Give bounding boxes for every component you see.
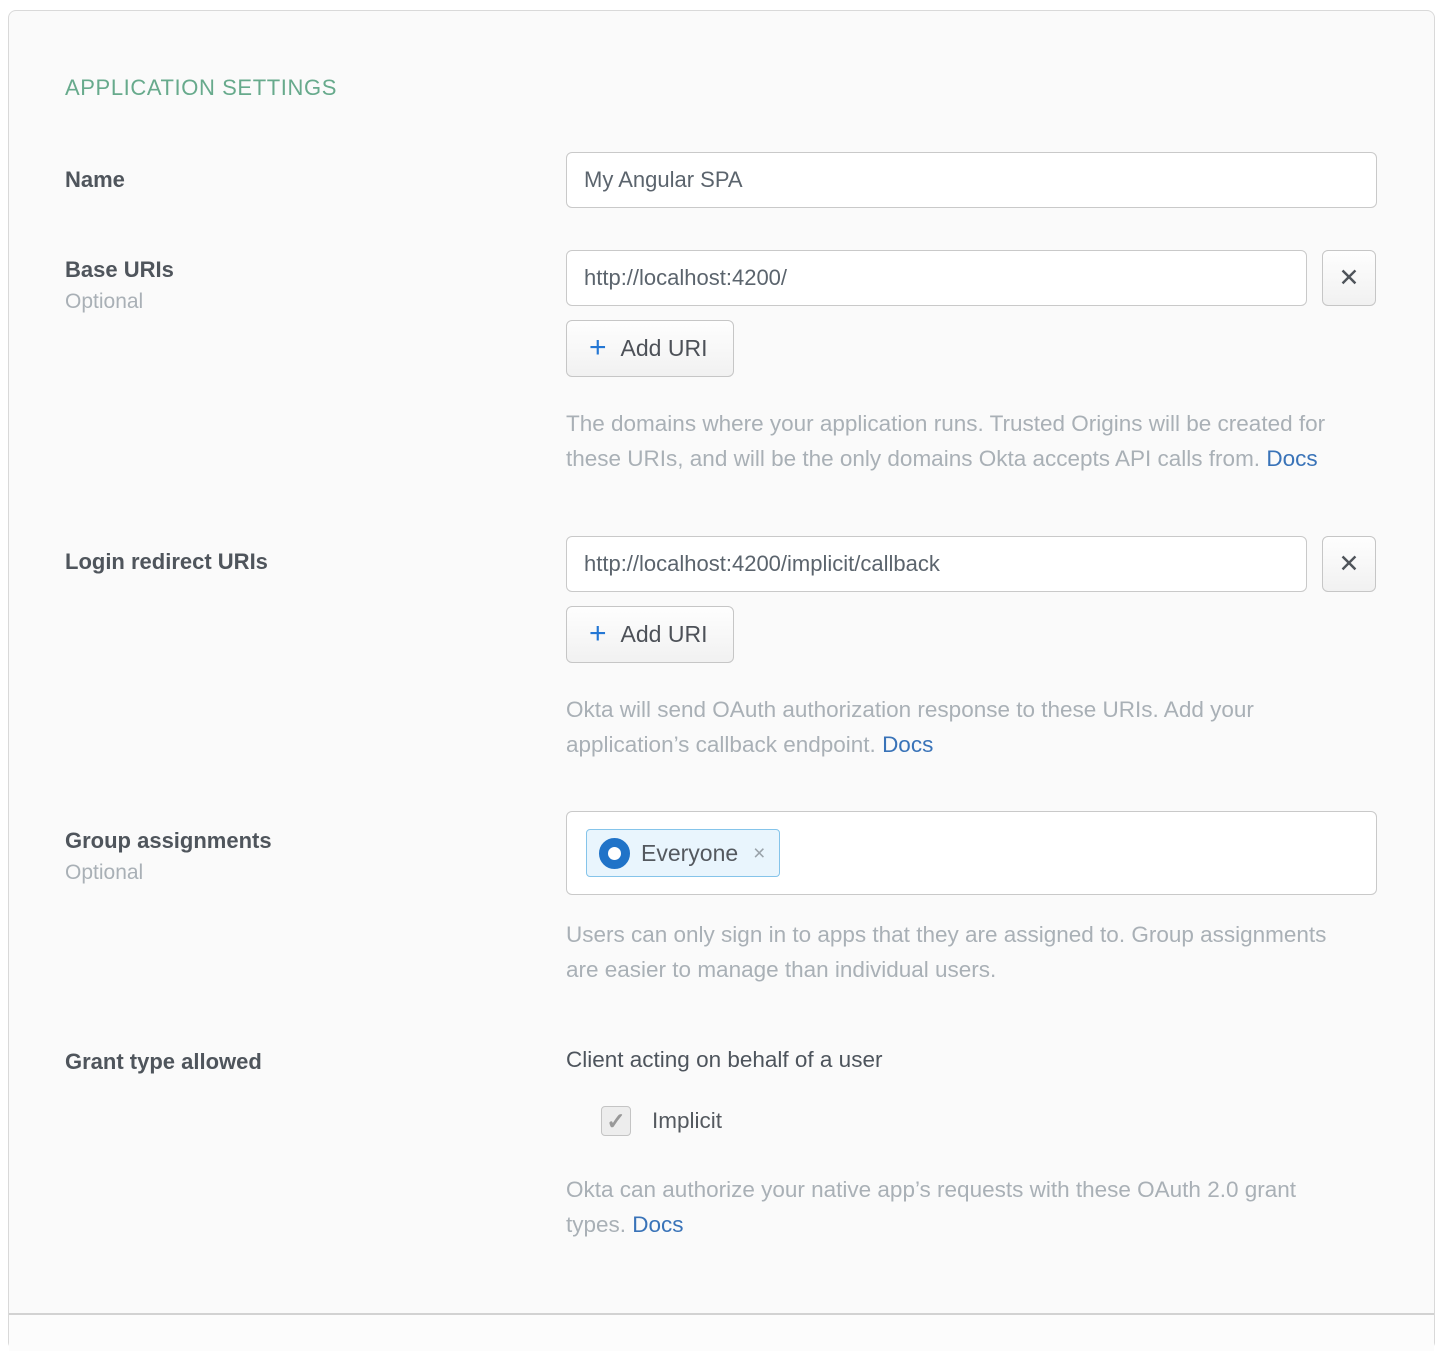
name-label: Name [65,167,125,192]
implicit-checkbox-label: Implicit [652,1108,723,1133]
name-field-row [65,152,1384,208]
application-settings-panel [8,10,1435,1350]
close-icon: ✕ [1338,263,1360,292]
grant-type-help-text: Okta can authorize your native app’s requests with these OAuth 2.0 grant types. Docs [566,1177,1297,1237]
close-icon: ✕ [1338,549,1360,578]
base-uris-label: Base URIs [65,257,174,282]
application-settings-form [65,152,1384,1242]
base-uris-help-text: The domains where your application runs. Trusted Origins will be created for these URIs, and will be the only domains Okta accepts API calls from. Docs [566,411,1326,471]
add-login-redirect-uri-button[interactable] [566,606,734,663]
plus-icon: + [589,330,607,364]
login-redirect-uris-field-row [65,536,1384,762]
login-redirect-uris-docs-link[interactable]: Docs [882,732,934,757]
group-assignments-help-text: Users can only sign in to apps that they are assigned to. Group assignments are easier to manage than individual users. [566,922,1327,982]
base-uris-optional-label: Optional [65,290,144,313]
login-redirect-uris-help-text: Okta will send OAuth authorization response to these URIs. Add your application’s callback endpoint. Docs [566,697,1254,757]
group-ring-icon [599,838,630,869]
login-redirect-uri-input[interactable] [566,536,1307,592]
grant-type-section-heading: Client acting on behalf of a user [566,1047,883,1072]
group-assignments-field-row [65,811,1384,987]
footer-area [9,1315,1434,1351]
remove-base-uri-button[interactable] [1322,250,1376,306]
implicit-checkbox[interactable] [601,1106,631,1136]
login-redirect-uris-label: Login redirect URIs [65,549,268,574]
group-assignments-input[interactable] [566,811,1377,895]
group-chip-label: Everyone [641,839,739,866]
remove-login-redirect-uri-button[interactable] [1322,536,1376,592]
base-uri-input[interactable] [566,250,1307,306]
plus-icon: + [589,616,607,650]
group-chip-everyone[interactable] [586,829,780,877]
grant-type-label: Grant type allowed [65,1049,262,1074]
grant-type-field-row [65,1047,1384,1242]
chip-remove-icon[interactable]: × [753,841,766,865]
implicit-checkbox-row [601,1106,1384,1136]
group-assignments-optional-label: Optional [65,861,144,884]
add-base-uri-label: Add URI [620,335,708,361]
section-title: APPLICATION SETTINGS [65,75,337,100]
checkmark-icon: ✓ [606,1107,626,1134]
group-assignments-label: Group assignments [65,828,272,853]
name-input[interactable] [566,152,1377,208]
add-base-uri-button[interactable] [566,320,734,377]
base-uris-field-row [65,250,1384,476]
add-login-redirect-uri-label: Add URI [620,621,708,647]
grant-type-docs-link[interactable]: Docs [632,1212,684,1237]
base-uris-docs-link[interactable]: Docs [1266,446,1318,471]
